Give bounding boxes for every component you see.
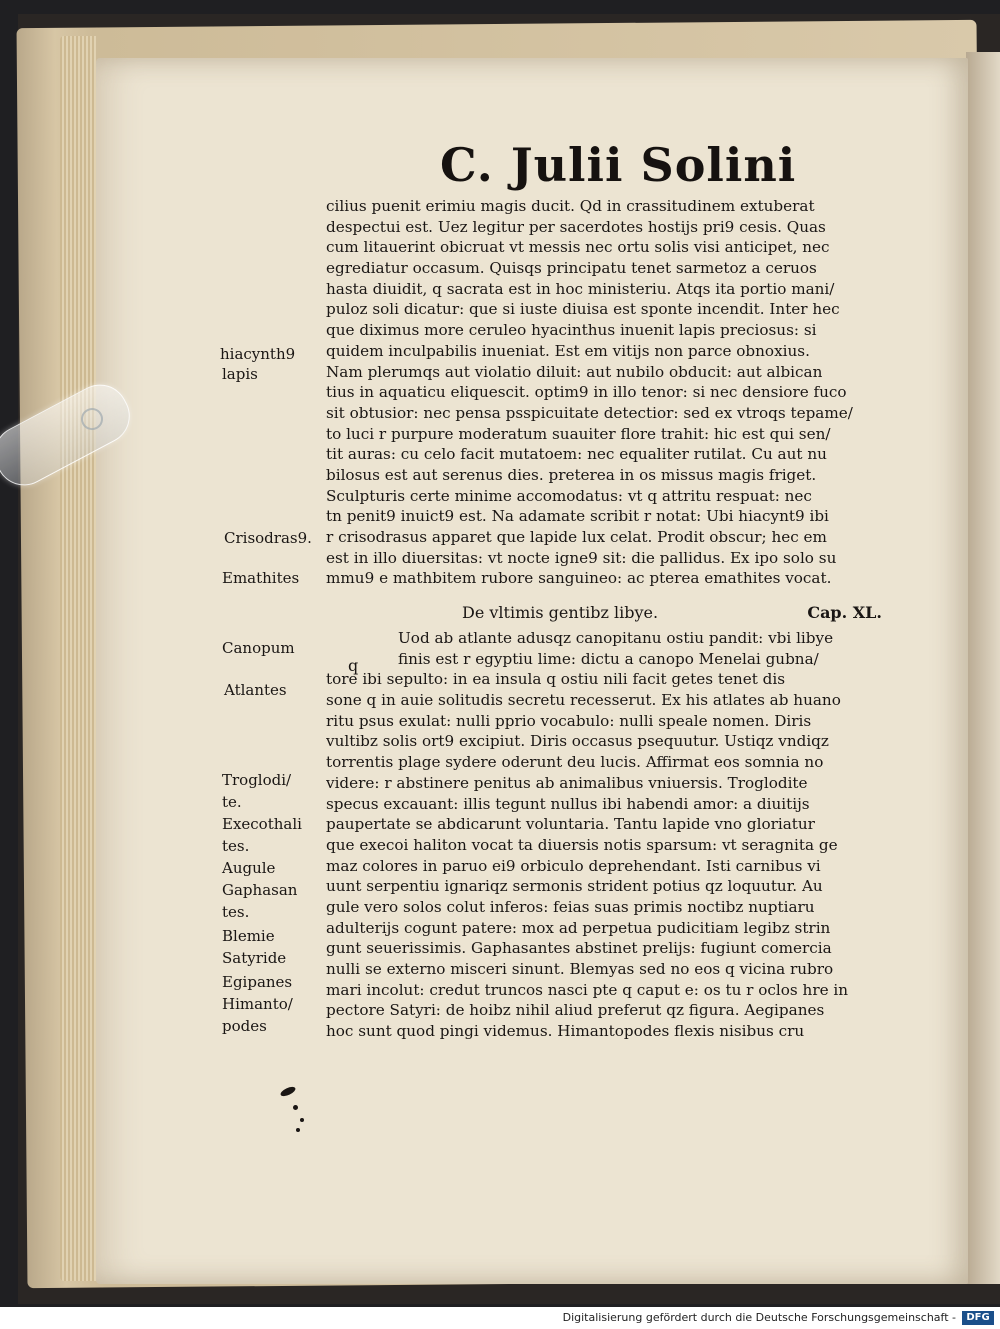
margin-note: Crisodras9. [224,529,312,547]
text-line: sone q in auie solitudis secretu recesserut. Ex his atlates ab huano [326,691,841,710]
text-line: maz colores in paruo ei9 orbiculo deprehendant. Isti carnibus vi [326,856,821,875]
chapter-heading [462,603,882,627]
text-line: mmu9 e mathbitem rubore sanguineo: ac pterea emathites vocat. [326,569,832,588]
text-line: sit obtusior: nec pensa psspicuitate detectior: sed ex vtroqs tepame/ [326,403,853,422]
text-line: r crisodrasus apparet que lapide lux celat. Prodit obscur; hec em [326,528,827,546]
ink-mark [296,1128,300,1132]
margin-note: Emathites [222,569,300,587]
text-line: cum litauerint obicruat vt messis nec ortu solis visi anticipet, nec [326,238,830,257]
text-line: hoc sunt quod pingi videmus. Himantopodes flexis nisibus cru [326,1022,805,1041]
ink-mark [293,1105,298,1110]
text-line: videre: r abstinere penitus ab animalibus vniuersis. Troglodite [326,773,808,792]
page-leaves [60,36,96,1281]
margin-note: Atlantes [224,681,287,699]
text-line: despectui est. Uez legitur per sacerdotes hostijs pri9 cesis. Quas [326,217,826,236]
text-line: tn penit9 inuict9 est. Na adamate scribit r notat: Ubi hiacynt9 ibi [326,507,829,526]
text-line: ritu psus exulat: nulli pprio vocabulo: nulli speale nomen. Diris [326,711,812,730]
running-header: C. Julii Solini [440,138,797,192]
text-line: quidem inculpabilis inueniat. Est em vitijs non parce obnoxius. [326,341,810,360]
text-line: Uod ab atlante adusqz canopitanu ostiu pandit: vbi libye [398,629,834,647]
text-line: to luci r purpure moderatum suauiter flore trahit: hic est qui sen/ [326,424,831,443]
margin-note: Satyride [222,949,287,967]
text-line: nulli se externo misceri sinunt. Blemyas sed no eos q vicina rubro [326,960,834,978]
text-line: puloz soli dicatur: que si iuste diuisa est sponte incendit. Inter hec [326,300,840,319]
margin-note: hiacynth9 [220,345,296,363]
footer-bar [0,1307,1000,1329]
margin-note: Augule [222,859,276,877]
text-line: paupertate se abdicarunt voluntaria. Tantu lapide vno gloriatur [326,815,815,834]
text-line: gunt seuerissimis. Gaphasantes abstinet prelijs: fugiunt comercia [326,939,832,958]
clip-hole [77,404,107,434]
text-line: mari incolut: credut truncos nasci pte q caput e: os tu r oclos hre in [326,980,849,999]
margin-note: tes. [222,837,250,855]
chapter-title: De vltimis gentibz libye. [462,603,659,622]
dfg-logo: DFG [962,1311,994,1325]
margin-note: Execothali [222,815,302,833]
text-line: que diximus more ceruleo hyacinthus inuenit lapis preciosus: si [326,321,817,340]
margin-note: lapis [222,365,258,383]
text-line: Sculpturis certe minime accomodatus: vt q attritu respuat: nec [326,486,812,505]
chapter-number: Cap. XL. [807,603,882,622]
facing-page-edge [966,52,1000,1284]
main-text-top [326,196,886,589]
text-line: gule vero solos colut inferos: feias suas primis noctibz nuptiaru [326,897,815,916]
margin-note: Troglodi/ [222,771,292,789]
text-line: adulterijs cogunt patere: mox ad perpetua pudicitiam legibz strin [326,918,831,937]
text-line: specus excauant: illis tegunt nullus ibi habendi amor: a diuitijs [326,794,810,813]
text-line: finis est r egyptiu lime: dictu a canopo Menelai gubna/ [398,649,819,668]
text-line: tit auras: cu celo facit mutatoem: nec equaliter rutilat. Cu aut nu [326,445,827,464]
margin-note: Egipanes [222,973,293,991]
margin-note: tes. [222,903,250,921]
text-line: torrentis plage sydere oderunt deu lucis. Affirmat eos somnia no [326,753,824,772]
text-line: hasta diuidit, q sacrata est in hoc ministeriu. Atqs ita portio mani/ [326,279,835,298]
text-line: egrediatur occasum. Quisqs principatu tenet sarmetoz a ceruos [326,259,817,278]
margin-note: te. [222,793,242,811]
margin-note: Canopum [222,639,295,657]
text-line: cilius puenit erimiu magis ducit. Qd in crassitudinem extuberat [326,197,815,215]
text-line: Nam plerumqs aut violatio diluit: aut nubilo obducit: aut albican [326,362,823,381]
text-line: bilosus est aut serenus dies. preterea in os missus magis friget. [326,465,817,484]
text-line: tius in aquaticu eliquescit. optim9 in illo tenor: si nec densiore fuco [326,383,847,402]
ink-mark [300,1118,304,1122]
text-line: vultibz solis ort9 excipiut. Diris occasus psequutur. Ustiqz vndiqz [326,732,829,751]
margin-note: Blemie [222,927,275,945]
text-line: pectore Satyri: de hoibz nihil aliud preferut qz figura. Aegipanes [326,1001,825,1020]
margin-note: Gaphasan [222,881,298,899]
initial-guide-letter: q [348,656,359,675]
text-line: tore ibi sepulto: in ea insula q ostiu nili facit getes tenet dis [326,670,786,689]
margin-note: podes [222,1017,267,1035]
main-text-bottom [326,628,886,1042]
funding-credit: Digitalisierung gefördert durch die Deutsche Forschungsgemeinschaft - [562,1311,956,1324]
text-line: uunt serpentiu ignariqz sermonis strident potius qz loquutur. Au [326,877,823,896]
text-line: est in illo diuersitas: vt nocte igne9 sit: die pallidus. Ex ipo solo su [326,548,837,567]
margin-note: Himanto/ [222,995,293,1013]
text-line: que execoi haliton vocat ta diuersis notis sparsum: vt seragnita ge [326,835,838,854]
